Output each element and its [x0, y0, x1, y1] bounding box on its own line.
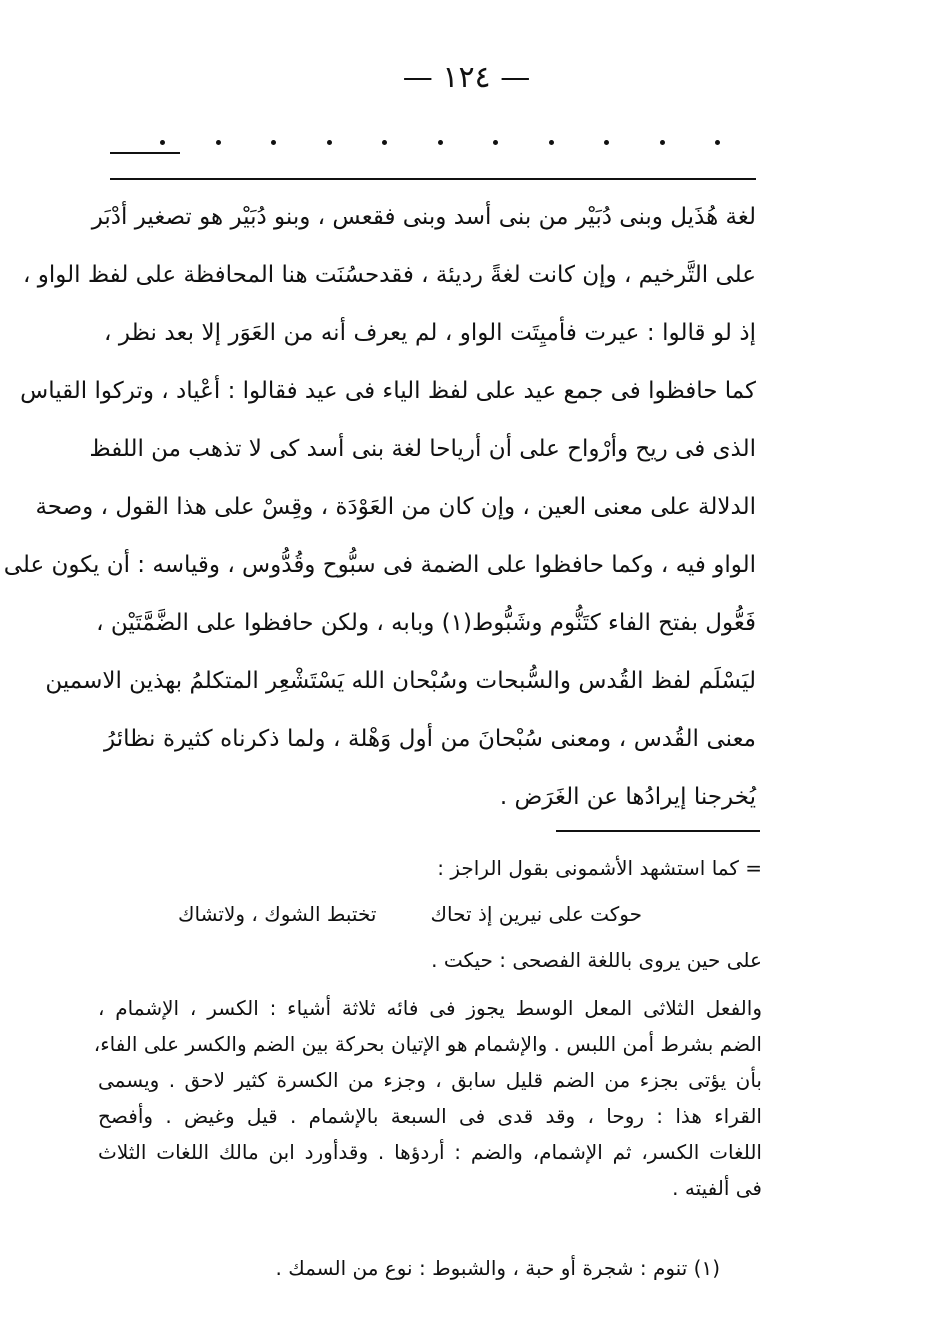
dot	[549, 140, 554, 145]
text-line: ليَسْلَم لفظ القُدس والسُّبحات وسُبْحان الله يَسْتَشْعِر المتكلمُ بهذين الاسمين	[45, 668, 756, 694]
text-line: فَعُّول بفتح الفاء كتَنُّوم وشَبُّوط(١) وبابه ، ولكن حافظوا على الضَّمَّتَيْن ،	[96, 610, 756, 636]
text-line: الذى فى ريح وأرْواح على أن أرياحا لغة بنى أسد كى لا تذهب من اللفظ	[89, 436, 756, 462]
comment-line: بأن يؤتى بجزء من الضم قليل سابق ، وجزء من الكسرة كثير لاحق . ويسمى	[98, 1068, 762, 1092]
ellipsis-dots	[160, 140, 720, 145]
page-number: — ١٢٤ —	[402, 60, 531, 95]
comment-line: القراء هذا : روحا ، وقد قدى فى السبعة بالإشمام . قيل وغيض . وأفصح	[98, 1104, 762, 1128]
text-line: معنى القُدس ، ومعنى سُبْحانَ من أول وَهْلة ، ولما ذكرناه كثيرة نظائرُ	[104, 726, 756, 752]
header-rule-short	[110, 152, 180, 154]
dot	[216, 140, 221, 145]
dot	[604, 140, 609, 145]
main-text	[3, 188, 756, 826]
header-rule	[110, 178, 756, 180]
text-line: الدلالة على معنى العين ، وإن كان من العَوْدَة ، وقِسْ على هذا القول ، وصحة	[35, 494, 756, 520]
dot	[271, 140, 276, 145]
text-line: على التَّرخيم ، وإن كانت لغةً رديئة ، فقدحسُنَت هنا المحافظة على لفظ الواو ،	[23, 262, 756, 288]
verse-first-hemistich: حوكت على نيرين إذ تحاك	[430, 902, 642, 926]
dot	[493, 140, 498, 145]
notes-block	[98, 846, 762, 982]
text-line: يُخرجنا إيرادُها عن الغَرَض .	[499, 784, 756, 810]
dot	[327, 140, 332, 145]
comment-line: اللغات الكسر، ثم الإشمام، والضم : أردؤها . وقدأورد ابن مالك اللغات الثلاث	[98, 1140, 762, 1164]
dot	[438, 140, 443, 145]
dot	[660, 140, 665, 145]
text-line: الواو فيه ، وكما حافظوا على الضمة فى سبُّوح وقُدُّوس ، وقياسه : أن يكون على	[3, 552, 756, 578]
comment-line: والفعل الثلاثى المعل الوسط يجوز فى فائه ثلاثة أشياء : الكسر ، الإشمام ،	[98, 996, 762, 1020]
text-line: لغة هُذَيل وبنى دُبَيْر من بنى أسد وبنى فقعس ، وبنو دُبَيْر هو تصغير أدْبَر	[91, 204, 756, 230]
text-line: إذ لو قالوا : عيرت فأميِتَت الواو ، لم يعرف أنه من العَوَر إلا بعد نظر ،	[104, 320, 756, 346]
note-after: على حين يروى باللغة الفصحى : حيكت .	[431, 948, 762, 972]
dot	[715, 140, 720, 145]
comment-line: فى ألفيته .	[672, 1176, 762, 1200]
verse	[98, 890, 762, 938]
verse-second-hemistich: تختبط الشوك ، ولاتشاك	[178, 902, 377, 926]
comment-line: الضم بشرط أمن اللبس . والإشمام هو الإتيان بحركة بين الضم والكسر على الفاء،	[93, 1032, 762, 1056]
dot	[160, 140, 165, 145]
text-line: كما حافظوا فى جمع عيد على لفظ الياء فى عيد فقالوا : أعْياد ، وتركوا القياس	[20, 378, 756, 404]
comment-block	[93, 990, 762, 1206]
note-intro: = كما استشهد الأشمونى بقول الراجز :	[437, 856, 762, 880]
footnote-rule	[556, 830, 760, 832]
dot	[382, 140, 387, 145]
footnote: (١) تنوم : شجرة أو حبة ، والشبوط : نوع من السمك .	[275, 1256, 720, 1280]
